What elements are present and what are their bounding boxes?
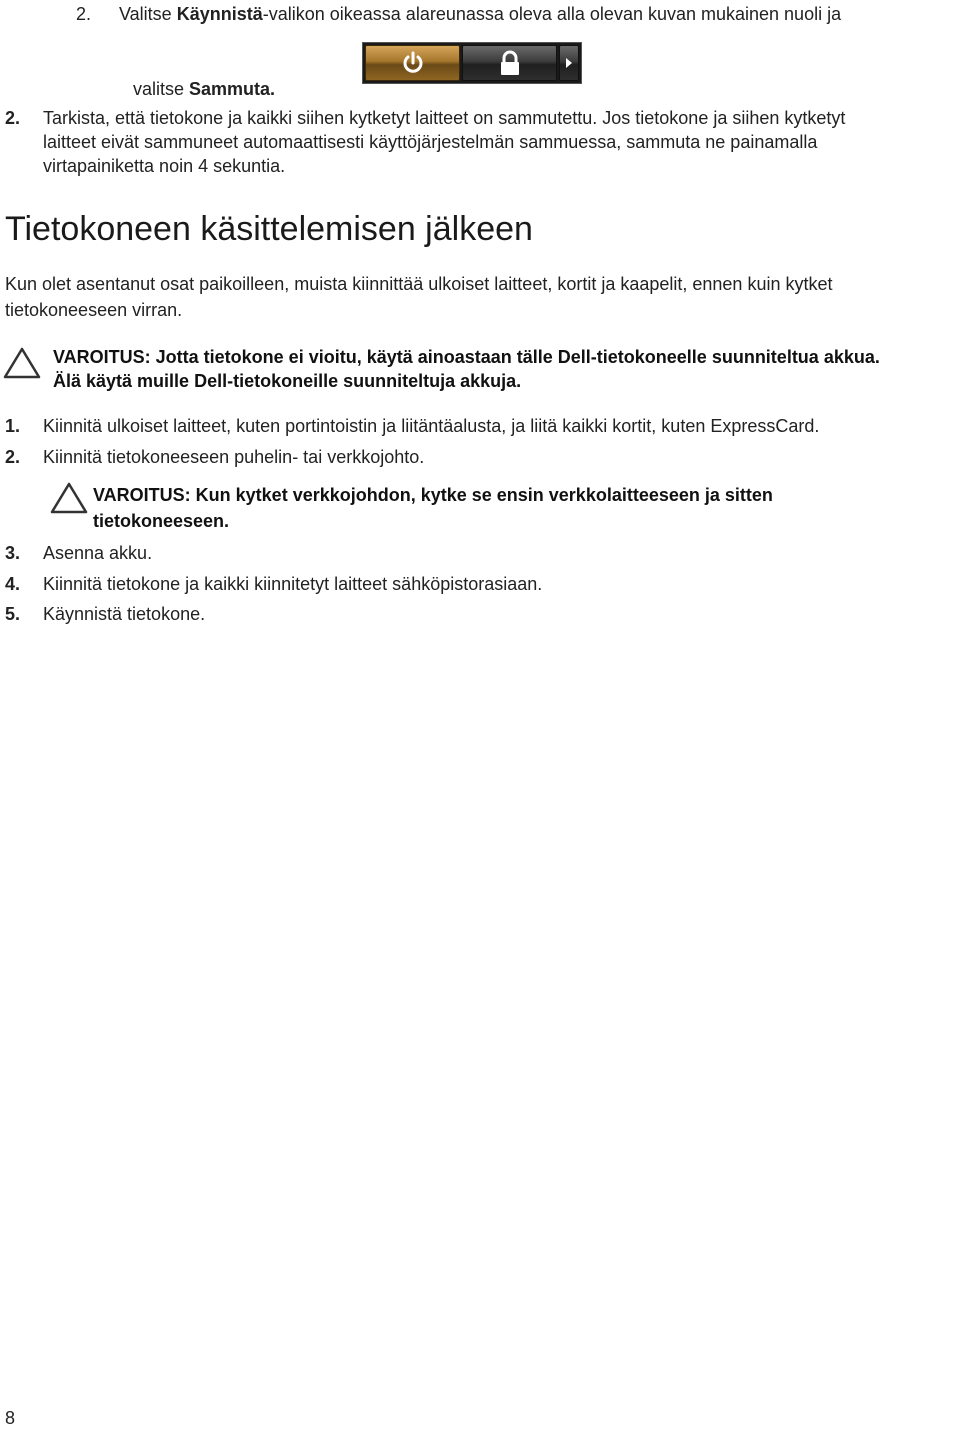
warning-text-line: tietokoneeseen.: [93, 511, 230, 531]
step-text-line2: valitse Sammuta.: [133, 79, 276, 99]
section-title: Tietokoneen käsittelemisen jälkeen: [5, 210, 533, 248]
step-text: Kiinnitä tietokoneeseen puhelin- tai verkkojohto.: [43, 447, 425, 467]
step-number: 4.: [5, 574, 21, 594]
arrow-right-icon: [564, 56, 574, 70]
intro-line: Kun olet asentanut osat paikoilleen, muista kiinnittää ulkoiset laitteet, kortit ja kaapelit, ennen kuin kytket: [5, 274, 833, 294]
step-text-line: laitteet eivät sammuneet automaattisesti käyttöjärjestelmän sammuessa, sammuta ne painamalla: [43, 132, 818, 152]
warning-text-line: VAROITUS: Kun kytket verkkojohdon, kytke se ensin verkkolaitteeseen ja sitten: [93, 485, 773, 505]
step-text-line: Tarkista, että tietokone ja kaikki siihen kytketyt laitteet on sammutettu. Jos tietokone ja siihen kytketyt: [43, 108, 846, 128]
step-number: 2.: [5, 447, 21, 467]
step-number: 5.: [5, 604, 21, 624]
warning-text-line: VAROITUS: Jotta tietokone ei vioitu, käytä ainoastaan tälle Dell-tietokoneelle suunniteltua akkua.: [53, 347, 880, 367]
step-text: Valitse Käynnistä-valikon oikeassa alareunassa oleva alla olevan kuvan mukainen nuoli ja: [119, 4, 842, 24]
lock-button: [462, 45, 557, 81]
options-arrow-button: [559, 45, 579, 81]
warning-triangle-icon: [50, 481, 88, 515]
power-icon: [400, 50, 426, 76]
page-number: 8: [5, 1408, 16, 1428]
step-text: Asenna akku.: [43, 543, 153, 563]
shutdown-button-bar: [362, 42, 582, 84]
step-number: 2.: [76, 4, 92, 24]
lock-icon: [497, 49, 523, 77]
power-button: [365, 45, 460, 81]
step-text: Käynnistä tietokone.: [43, 604, 206, 624]
step-number: 2.: [5, 108, 21, 128]
step-text: Kiinnitä ulkoiset laitteet, kuten portintoistin ja liitäntäalusta, ja liitä kaikki kortit, kuten ExpressCard.: [43, 416, 820, 436]
step-text: Kiinnitä tietokone ja kaikki kiinnitetyt laitteet sähköpistorasiaan.: [43, 574, 543, 594]
warning-triangle-icon: [3, 346, 41, 380]
warning-text-line: Älä käytä muille Dell-tietokoneille suunniteltuja akkuja.: [53, 371, 522, 391]
intro-line: tietokoneeseen virran.: [5, 300, 183, 320]
step-number: 3.: [5, 543, 21, 563]
step-text-line: virtapainiketta noin 4 sekuntia.: [43, 156, 286, 176]
step-number: 1.: [5, 416, 21, 436]
